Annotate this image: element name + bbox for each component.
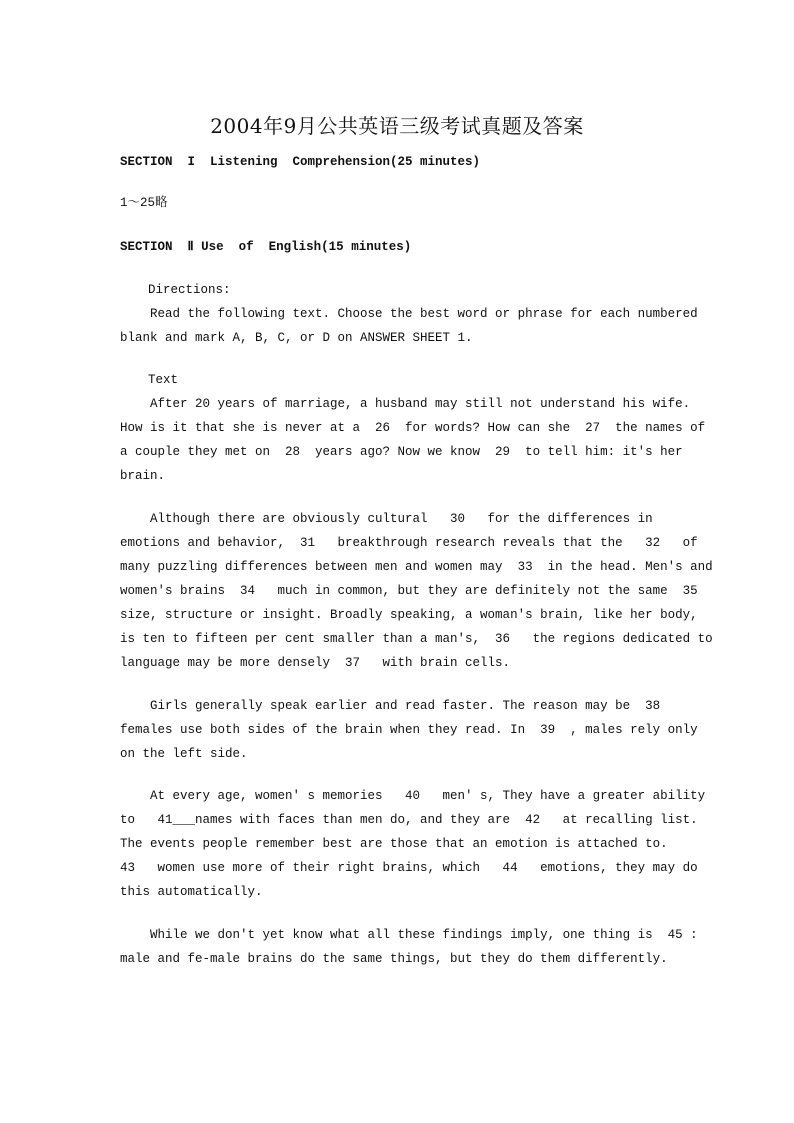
- directions-line: blank and mark A, B, C, or D on ANSWER SHEET 1.: [120, 331, 473, 345]
- paragraph1-line: brain.: [120, 469, 166, 483]
- text-label: Text: [148, 373, 179, 387]
- paragraph2-line: language may be more densely 37 with brain cells.: [120, 656, 511, 670]
- paragraph3-line: females use both sides of the brain when they read. In 39 , males rely only: [120, 723, 698, 737]
- paragraph4-line: At every age, women' s memories 40 men' s, They have a greater ability: [120, 789, 706, 803]
- paragraph1-line: After 20 years of marriage, a husband may still not understand his wife.: [120, 397, 691, 411]
- paragraph2-line: is ten to fifteen per cent smaller than a man's, 36 the regions dedicated to: [120, 632, 713, 646]
- directions-line: Read the following text. Choose the best word or phrase for each numbered: [120, 307, 698, 321]
- directions-label: Directions:: [148, 283, 231, 297]
- paragraph5-line: While we don't yet know what all these findings imply, one thing is 45 :: [120, 928, 698, 942]
- paragraph2-line: emotions and behavior, 31 breakthrough research reveals that the 32 of: [120, 536, 698, 550]
- paragraph4-line: to 41___names with faces than men do, and they are 42 at recalling list.: [120, 813, 698, 827]
- paragraph2-line: women's brains 34 much in common, but they are definitely not the same 35: [120, 584, 698, 598]
- paragraph1-line: a couple they met on 28 years ago? Now we know 29 to tell him: it's her: [120, 445, 683, 459]
- section1-note: 1～25略: [120, 196, 168, 210]
- section1-heading: SECTION I Listening Comprehension(25 minutes): [120, 155, 481, 169]
- section2-heading: SECTION Ⅱ Use of English(15 minutes): [120, 240, 412, 254]
- paragraph3-line: Girls generally speak earlier and read faster. The reason may be 38: [120, 699, 661, 713]
- paragraph2-line: many puzzling differences between men and women may 33 in the head. Men's and: [120, 560, 713, 574]
- paragraph4-line: this automatically.: [120, 885, 263, 899]
- paragraph3-line: on the left side.: [120, 747, 248, 761]
- paragraph1-line: How is it that she is never at a 26 for words? How can she 27 the names of: [120, 421, 706, 435]
- paragraph2-line: size, structure or insight. Broadly speaking, a woman's brain, like her body,: [120, 608, 698, 622]
- paragraph5-line: male and fe-male brains do the same things, but they do them differently.: [120, 952, 668, 966]
- paragraph2-line: Although there are obviously cultural 30 for the differences in: [120, 512, 653, 526]
- paragraph4-line: The events people remember best are those that an emotion is attached to.: [120, 837, 668, 851]
- page-title: 2004年9月公共英语三级考试真题及答案: [210, 114, 584, 138]
- paragraph4-line: 43 women use more of their right brains, which 44 emotions, they may do: [120, 861, 698, 875]
